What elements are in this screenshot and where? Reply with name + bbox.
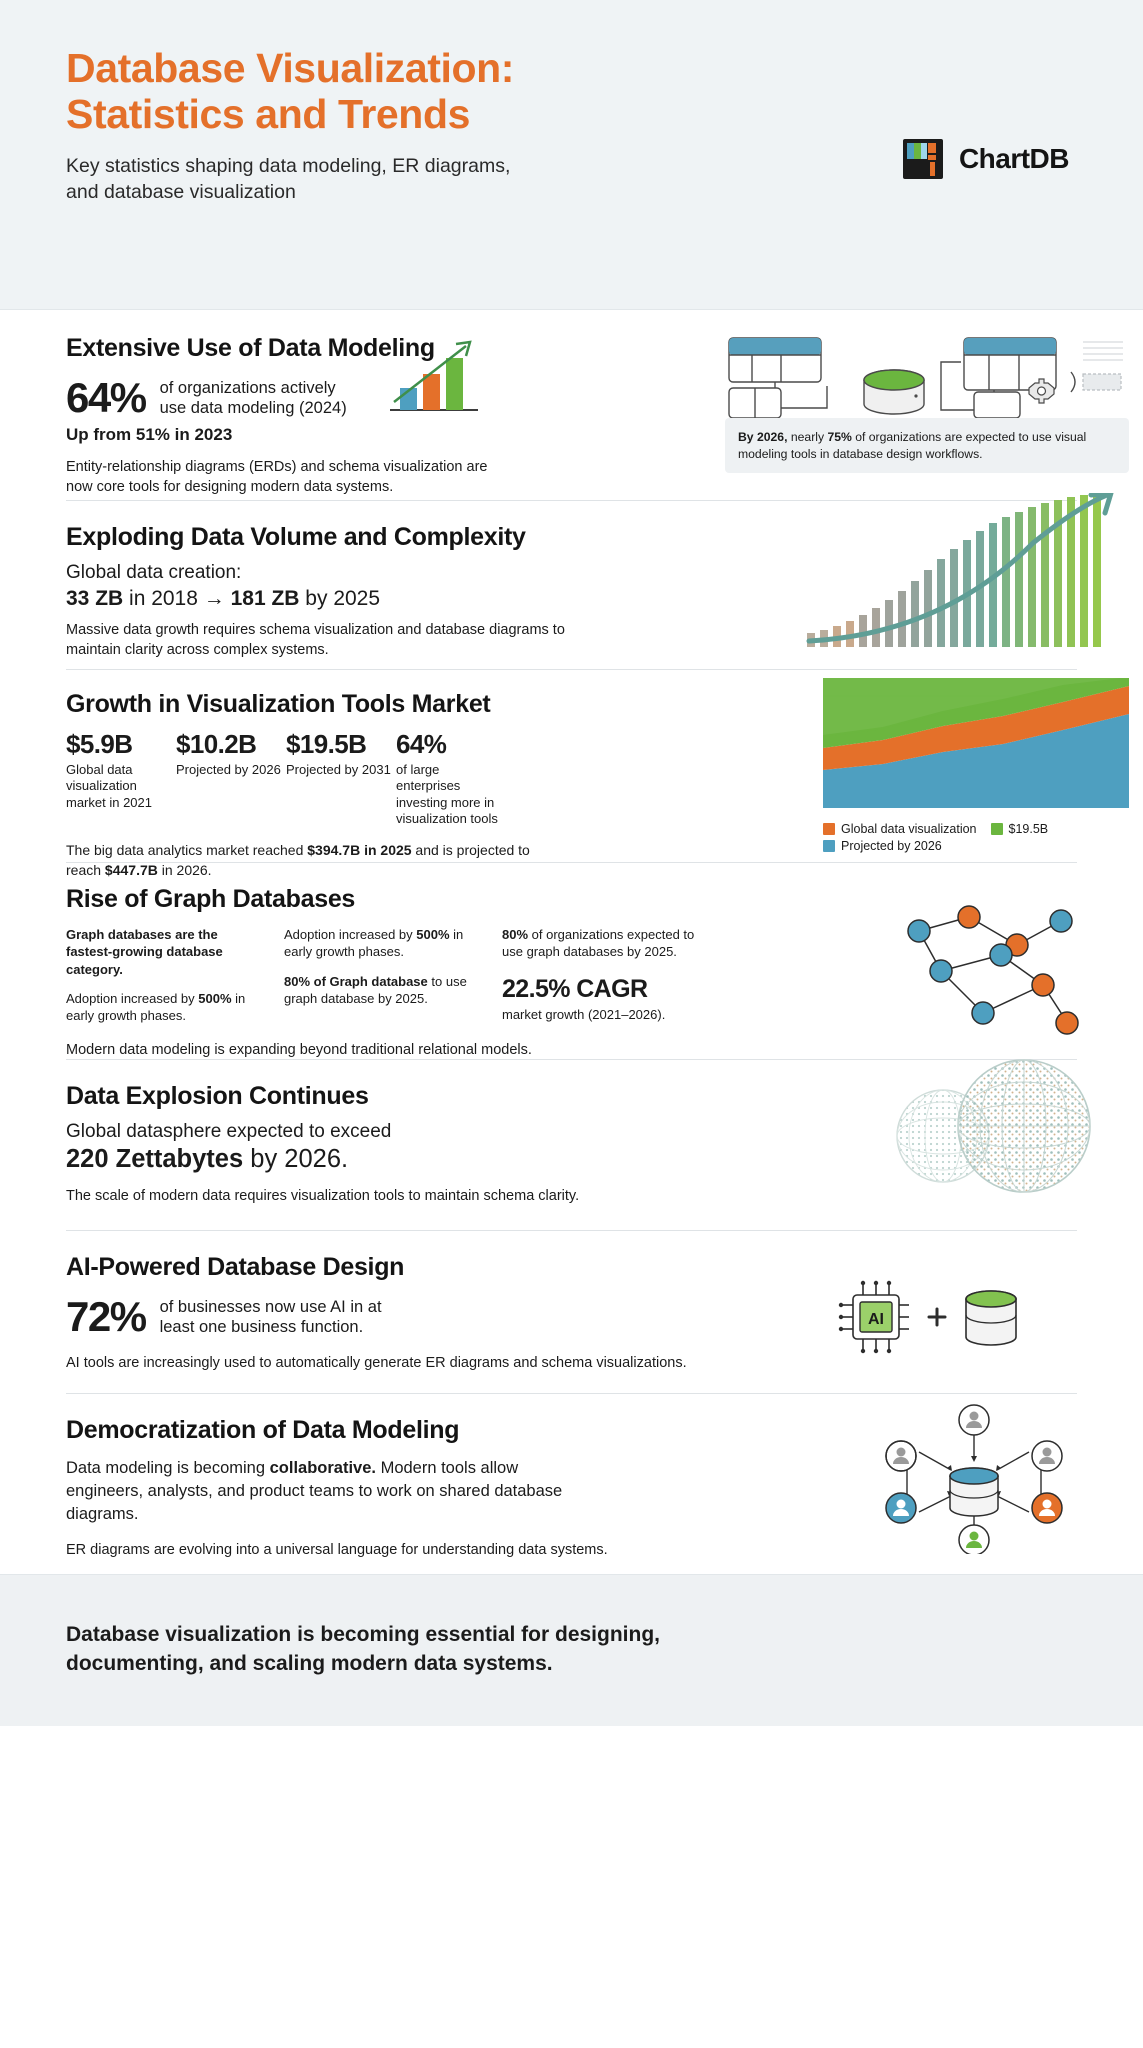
section-paragraph: ER diagrams are evolving into a universal language for understanding data systems. <box>66 1542 608 1559</box>
stat-label: Global data visualization market in 2021 <box>66 762 152 810</box>
chartdb-logo-icon <box>900 136 946 182</box>
column-2 <box>284 926 480 1036</box>
section-title: Exploding Data Volume and Complexity <box>66 523 526 551</box>
page-header <box>0 0 1143 310</box>
page-subtitle <box>66 154 686 206</box>
legend-label: Global data visualization <box>841 822 977 836</box>
section-title: Extensive Use of Data Modeling <box>66 334 435 362</box>
legend-swatch-green-icon <box>991 823 1003 835</box>
page-subtitle-line1: Key statistics shaping data modeling, ER diagrams, <box>66 154 511 177</box>
stat-desc-line1: of organizations actively <box>159 378 336 397</box>
section-paragraph: The scale of modern data requires visualization tools to maintain schema clarity. <box>66 1188 580 1204</box>
legend-item <box>823 822 977 836</box>
col2-statement-2 <box>284 973 480 1008</box>
section-lead-paragraph <box>66 1457 586 1526</box>
erd-schema-diagram-icon <box>719 330 1129 431</box>
section-democratization-of-data-modeling <box>0 1394 1143 1574</box>
page-title <box>66 46 746 138</box>
stat-value: 64% <box>66 374 146 421</box>
stat-label: Projected by 2026 <box>176 762 281 777</box>
col2-text-a: Adoption increased by <box>284 927 417 942</box>
col2-text-c: in early growth phases. <box>284 927 464 960</box>
ai-chip-plus-database-icon <box>833 1273 1023 1370</box>
stat-description <box>160 378 347 419</box>
col1-bold-text: Graph databases are the fastest-growing database category. <box>66 927 223 977</box>
legend-item <box>991 822 1049 836</box>
section-title: Democratization of Data Modeling <box>66 1416 460 1444</box>
brand-logo <box>900 136 1069 182</box>
section-rise-of-graph-databases <box>0 863 1143 1059</box>
section-content <box>66 523 586 661</box>
para-bold-1: $394.7B in 2025 <box>307 842 412 858</box>
col3-statement <box>502 926 698 961</box>
section-lead: Global datasphere expected to exceed <box>66 1121 392 1142</box>
column-3 <box>502 926 698 1036</box>
callout-rest-2: of organizations are expected to use visual modeling tools in database design workflows. <box>738 430 1087 461</box>
collaboration-users-database-icon <box>859 1404 1089 1559</box>
arrow-icon: → <box>203 587 225 610</box>
section-extensive-use-of-data-modeling <box>0 310 1143 500</box>
para1-part-a: Data modeling is becoming <box>66 1459 270 1477</box>
stat-item <box>66 729 176 827</box>
stat-desc-line2: use data modeling (2024) <box>159 399 347 417</box>
col1-bold-statement <box>66 926 262 978</box>
stat-value: $19.5B <box>286 729 367 759</box>
col1-text-c: in early growth phases. <box>66 990 246 1024</box>
footer-text <box>66 1621 766 1678</box>
bar-chart-growth-icon <box>386 336 481 423</box>
para-bold-2: $447.7B <box>104 861 158 878</box>
big-suffix: by 2026. <box>243 1145 349 1173</box>
stat-desc-line1: of businesses now use AI in at <box>159 1297 382 1316</box>
col1-text-a: Adoption increased by <box>66 990 199 1006</box>
section-title: AI-Powered Database Design <box>66 1253 405 1281</box>
exponential-growth-bar-chart-icon <box>803 493 1133 658</box>
callout-box <box>725 418 1129 473</box>
legend-item <box>823 839 1129 853</box>
section-paragraph: Entity-relationship diagrams (ERDs) and schema visualization are now core tools for designing modern data systems. <box>66 459 488 495</box>
col2-text-b: 500% <box>416 927 450 942</box>
data-growth-line <box>66 587 586 611</box>
cagr-value: 22.5% CAGR <box>502 974 648 1003</box>
col1-text-b: 500% <box>198 990 232 1006</box>
legend-swatch-blue-icon <box>823 840 835 852</box>
col3-bold-text: 80% <box>502 927 529 942</box>
page-subtitle-line2: and database visualization <box>66 180 296 203</box>
section-paragraph: AI tools are increasingly used to automatically generate ER diagrams and schema visualizations. <box>66 1355 687 1371</box>
callout-bold-2: 75% <box>827 430 852 444</box>
col1-statement <box>66 990 262 1025</box>
graph-network-nodes-icon <box>883 893 1103 1048</box>
col2-text-rest: to use graph database by 2025. <box>284 973 467 1006</box>
section-data-explosion-continues <box>0 1060 1143 1230</box>
to-label: by 2025 <box>299 587 381 610</box>
footer-line1: Database visualization is becoming essential for designing, <box>66 1623 660 1646</box>
globe-datasphere-icon <box>881 1052 1111 1217</box>
sub-stat: Up from 51% in 2023 <box>66 425 233 444</box>
from-label: in 2018 <box>123 587 204 610</box>
section-exploding-data-volume <box>0 501 1143 669</box>
legend-label: Projected by 2026 <box>841 839 942 853</box>
legend-swatch-orange-icon <box>823 823 835 835</box>
big-value: 220 Zettabytes <box>66 1145 244 1173</box>
chart-legend <box>823 822 1129 856</box>
para1-part-c: Modern tools allow engineers, analysts, and product teams to work on shared database diagrams. <box>66 1459 563 1524</box>
page-footer <box>0 1574 1143 1726</box>
stat-value: $5.9B <box>66 729 133 759</box>
col2-statement-1 <box>284 926 480 961</box>
para1-bold: collaborative. <box>269 1459 376 1477</box>
col2-bold-text: 80% of Graph database <box>284 973 428 989</box>
stacked-area-chart-icon <box>823 678 1129 815</box>
stat-item <box>396 729 506 827</box>
stat-value: 64% <box>396 729 447 759</box>
cagr-label: market growth (2021–2026). <box>502 1006 666 1022</box>
callout-bold: By 2026, <box>738 430 788 444</box>
section-title: Data Explosion Continues <box>66 1082 369 1110</box>
para-part-3: in 2026. <box>157 861 212 878</box>
page-title-line1: Database Visualization: <box>66 45 515 91</box>
stat-item <box>176 729 286 827</box>
col3-text-rest: of organizations expected to use graph databases by 2025. <box>502 927 695 960</box>
to-value: 181 ZB <box>224 587 300 610</box>
para-part-2: and is projected to reach <box>66 842 530 878</box>
stat-item <box>286 729 396 827</box>
stat-value: 72% <box>66 1293 146 1340</box>
section-paragraph: Modern data modeling is expanding beyond traditional relational models. <box>66 1042 532 1059</box>
stat-label: Projected by 2031 <box>286 762 391 777</box>
callout-rest-1: nearly <box>787 430 828 444</box>
page-title-line2: Statistics and Trends <box>66 90 471 137</box>
stat-desc-line2: least one business function. <box>159 1318 364 1336</box>
section-title: Growth in Visualization Tools Market <box>66 690 491 718</box>
svg-text:AI: AI <box>868 1311 884 1328</box>
stat-description <box>160 1297 382 1338</box>
stat-value: $10.2B <box>176 729 257 759</box>
section-title: Rise of Graph Databases <box>66 885 356 913</box>
footer-line2: documenting, and scaling modern data systems. <box>66 1651 553 1675</box>
section-lead: Global data creation: <box>66 562 242 583</box>
brand-name: ChartDB <box>958 143 1069 174</box>
section-ai-powered-database-design <box>0 1231 1143 1393</box>
column-1 <box>66 926 262 1036</box>
section-growth-visualization-tools-market <box>0 670 1143 878</box>
section-paragraph: Massive data growth requires schema visualization and database diagrams to maintain clarity across complex systems. <box>66 622 565 658</box>
stat-label: of large enterprises investing more in visualization tools <box>396 762 498 826</box>
legend-label: $19.5B <box>1008 822 1049 836</box>
para-part-1: The big data analytics market reached <box>66 842 308 858</box>
from-value: 33 ZB <box>66 587 124 610</box>
